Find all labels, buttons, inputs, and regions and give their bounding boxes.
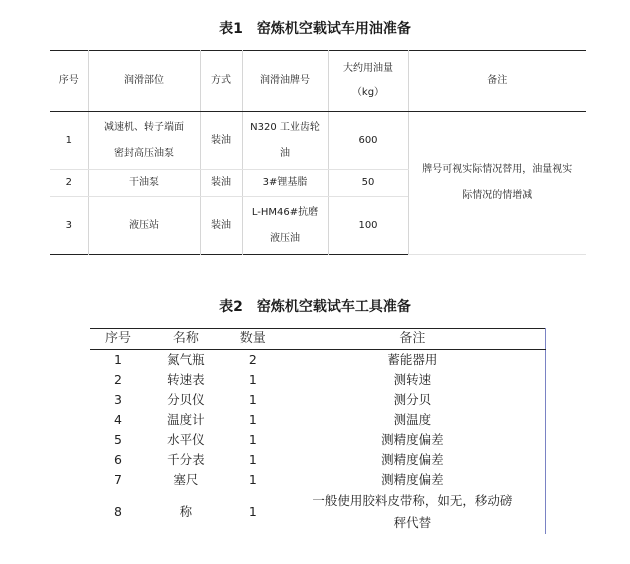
cell-name: 温度计 — [167, 412, 205, 427]
cell-name: 称 — [179, 504, 193, 519]
header-cell: 备注 — [408, 51, 586, 112]
tools-table — [90, 328, 546, 534]
cell-oil — [242, 112, 328, 170]
cell-note: 测分贝 — [393, 392, 432, 407]
table1-title: 表1 窑炼机空载试车用油准备 — [219, 21, 411, 37]
cell-oil-line: N320 工业齿轮 — [250, 121, 320, 133]
header-amount-label: 大约用油量 — [343, 63, 393, 74]
cell-qty: 1 — [248, 452, 257, 467]
header-cell: 序号 — [50, 51, 88, 112]
cell-no: 1 — [50, 112, 88, 170]
cell-note: 测转速 — [393, 372, 432, 387]
cell-oil-line: 液压油 — [270, 232, 300, 244]
table-row — [90, 470, 546, 490]
cell-part-line: 密封高压油泵 — [114, 147, 174, 159]
table-header-row — [90, 329, 546, 350]
cell-no: 2 — [50, 170, 88, 197]
cell-note: 测精度偏差 — [381, 452, 444, 467]
cell-qty: 1 — [248, 432, 257, 447]
header-amount-unit: （kg） — [351, 87, 385, 98]
cell-qty: 1 — [248, 412, 257, 427]
cell-note: 测精度偏差 — [381, 472, 444, 487]
cell-oil-line: L-HM46#抗磨 — [251, 206, 319, 218]
cell-method: 装油 — [200, 170, 242, 197]
header-cell: 名称 — [146, 329, 226, 350]
cell-part: 干油泵 — [88, 170, 200, 197]
cell-amount: 50 — [328, 170, 408, 197]
header-cell: 润滑油牌号 — [242, 51, 328, 112]
header-cell: 备注 — [280, 329, 546, 350]
cell-note-line: 秤代替 — [393, 515, 432, 530]
cell-note — [408, 112, 586, 255]
cell-oil-line: 油 — [280, 147, 290, 159]
cell-method: 装油 — [200, 112, 242, 170]
header-cell: 数量 — [226, 329, 280, 350]
header-cell: 方式 — [200, 51, 242, 112]
cell-method: 装油 — [200, 197, 242, 255]
cell-note: 测温度 — [393, 412, 432, 427]
table-row — [90, 450, 546, 470]
table-row — [90, 370, 546, 390]
cell-qty: 2 — [248, 352, 257, 367]
cell-name: 分贝仪 — [167, 392, 205, 407]
header-cell — [328, 51, 408, 112]
cell-no: 2 — [113, 372, 122, 387]
table-row — [90, 390, 546, 410]
cell-name: 水平仪 — [167, 432, 205, 447]
cell-name: 塞尺 — [173, 472, 199, 487]
table-row — [90, 490, 546, 534]
cell-amount: 600 — [328, 112, 408, 170]
cell-name: 氮气瓶 — [167, 352, 205, 367]
cell-no: 4 — [113, 412, 122, 427]
table-header-row — [50, 51, 586, 112]
cell-note: 测精度偏差 — [381, 432, 444, 447]
cell-no: 8 — [113, 504, 122, 519]
cell-part — [88, 112, 200, 170]
table-row — [50, 112, 586, 170]
cell-name: 千分表 — [167, 452, 205, 467]
table-row — [90, 430, 546, 450]
cell-qty: 1 — [248, 472, 257, 487]
cell-note — [280, 490, 546, 534]
table2-title: 表2 窑炼机空载试车工具准备 — [219, 299, 411, 315]
cell-qty: 1 — [248, 504, 257, 519]
header-cell: 润滑部位 — [88, 51, 200, 112]
cell-no: 5 — [113, 432, 122, 447]
cell-no: 3 — [113, 392, 122, 407]
cell-no: 7 — [113, 472, 122, 487]
cell-note-line: 一般使用胶料皮带称，如无，移动磅 — [312, 493, 513, 508]
cell-note: 蓄能器用 — [387, 352, 438, 367]
cell-qty: 1 — [248, 392, 257, 407]
cell-part: 液压站 — [88, 197, 200, 255]
cell-name: 转速表 — [167, 372, 205, 387]
cell-no: 1 — [113, 352, 122, 367]
lubrication-oil-table — [50, 50, 586, 255]
cell-oil — [242, 197, 328, 255]
cell-oil: 3#锂基脂 — [242, 170, 328, 197]
cell-note-line: 牌号可视实际情况替用，油量视实 — [422, 164, 573, 175]
cell-qty: 1 — [248, 372, 257, 387]
cell-no: 3 — [50, 197, 88, 255]
cell-no: 6 — [113, 452, 122, 467]
cell-part-line: 减速机、转子端面 — [104, 121, 184, 133]
table-row — [90, 350, 546, 371]
header-cell: 序号 — [90, 329, 146, 350]
cell-amount: 100 — [328, 197, 408, 255]
table-row — [90, 410, 546, 430]
cell-note-line: 际情况的情增减 — [462, 190, 533, 201]
